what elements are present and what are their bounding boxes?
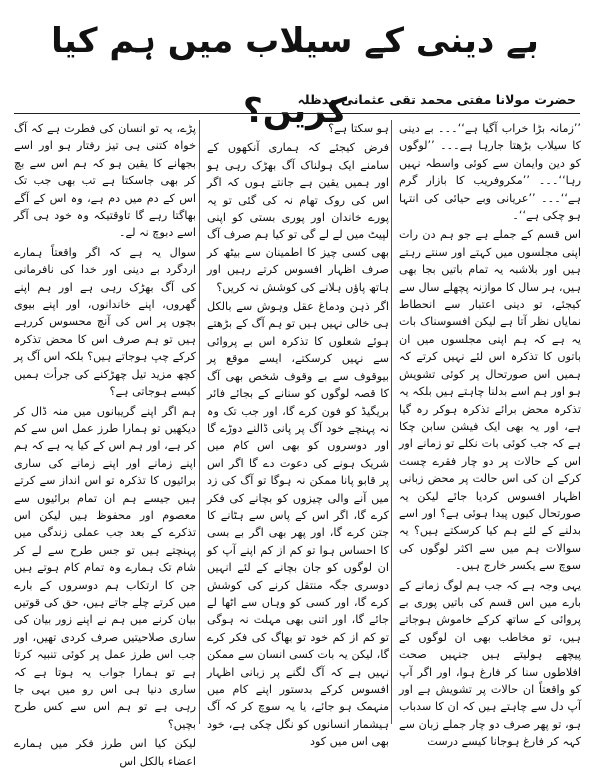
text-column-1	[399, 120, 581, 749]
paragraph: یہی وجہ ہے کہ جب ہم لوگ زمانے کے بارے میں اس قسم کی باتیں پوری بے پروائی کے ساتھ کرکے خاموش ہوجاتے ہیں، تو مخاطب بھی ان لوگوں کے پیچھے ہولیتے ہیں جنہیں صحت افلاطوں سنا کر فارغ ہوا، اور اگر آپ کو واقعتاً ان حالات پر تشویش ہے اور آپ دل سے چاہتے ہیں کہ ان کا سدباب ہو، تو پھر صرف دو چار جملے زبان سے کہہ کر فارغ ہوجانا کیسے درست	[399, 578, 581, 749]
paragraph: پڑے، یہ تو انسان کی فطرت ہے کہ آگ خواہ کتنی ہی تیز رفتار ہو اور اسے بجھانے کا یقین ہو کہ ہم اس سے بچ کر بھی جاسکتا ہے تب بھی جب تک اس کے دم میں دم ہے، وہ اس کے آگے بھاگتا رہے گا تاوقتیکہ وہ خود ہی آگر اسے دبوچ نہ لے۔	[14, 122, 196, 240]
text-column-3	[14, 120, 196, 768]
column-divider	[199, 120, 200, 724]
paragraph: ہو سکتا ہے؟	[328, 122, 389, 135]
paragraph: سوال یہ ہے کہ اگر واقعتاً ہمارے اردگرد بے دینی اور خدا کی نافرمانی کی آگ بھڑک رہی ہے اور ہم اپنے گھروں، اپنے خاندانوں، اور اپنے بیوی بچوں پر اس کی آنچ محسوس کررہے ہیں تو ہم صرف اس کا محض تذکرہ کرکے چپ ہوجاتے ہیں؟ بلکہ اس آگ پر کچھ مزید تیل چھڑکنے کی جرأت ہمیں کیسے ہوجاتی ہے؟	[14, 245, 196, 399]
author-byline: حضرت مولانا مفتی محمد تقی عثمانی مدظلہ	[297, 92, 576, 107]
column-divider	[391, 120, 392, 724]
article-title: بے دینی کے سیلاب میں ہم کیا کریں؟	[51, 21, 539, 131]
paragraph: اگر ذہن ودماغ عقل وہوش سے بالکل ہی خالی نہیں ہیں تو ہم آگ کے بڑھتے ہوئے شعلوں کا تذکرہ اس بے پروائی سے نہیں کرسکتے، ایسے موقع پر بیوقوف سے بے وقوف شخص بھی آگ کا قصہ لوگوں کو سنانے کے بجائے فائر بریگیڈ کو فون کرے گا، اور جب تک وہ نہ پہنچے خود آگ پر پانی ڈالنے دوڑے گا اور دوسروں کو بھی اس کام میں شریک ہونے کی دعوت دے گا اگر اس پر قابو پانا ممکن نہ ہوگا تو آگ کی زد میں آنے والی چیزوں کو بچانے کی فکر کرے گا، اگر اس کے پاس سے ہٹانے کا جتن کرے گا، اور پھر بھی اگر بے بسی کا احساس ہوا تو کم از کم اپنے آپ کو ان لوگوں کو جان بچانے کے لئے انہیں دوسری جگہ منتقل کرنے کی کوشش کرے گا، اور کسی کو وہاں سے اٹھا لے جائے گا، اور اتنی بھی مہلت نہ ہوگی تو کم از کم خود تو بھاگ کی فکر کرے گا، لیکن یہ بات کسی انسان سے ممکن نہیں ہے کہ آگ لگنے پر زبانی اظہار افسوس کرکے بدستور اپنے کام میں منہمک ہو جائے، یا یہ سوچ کر کہ آگ ہیشمار انسانوں کو نگل چکی ہے، خود بھی اس میں کود	[207, 300, 389, 749]
paragraph: ہم اگر اپنے گریبانوں میں منہ ڈال کر دیکھیں تو ہمارا طرز عمل اس سے کم کر ہے، اور ہم اس کے کیا یہ ہے کہ ہم اپنے زمانے اور اپنے زمانے کی ساری برائیوں کا تذکرہ تو اس انداز سے کرتے ہیں جیسے ہم ان تمام برائیوں سے معصوم اور محفوظ ہیں لیکن اس تذکرے کے بعد جب عملی زندگی میں پہنچتے ہیں تو جس طرح سے لے کر شام تک ہمارے وہ تمام کام ہوتے ہیں جن کا ارتکاب ہم دوسروں کے بارے میں کرتے چلے جاتے ہیں، حق کی قوتیں بیان کرنے میں ہم نے اپنے زور بیان کی ساری صلاحیتیں صرف کردی تھیں، اور جب اس طرز عمل پر کوئی تنبیہ کرتا ہے تو ہمارا جواب یہ ہوتا ہے کہ ساری دنیا ہی اس رو میں بہی جا رہی ہے تو ہم اس سے کس طرح بچیں؟	[14, 404, 196, 731]
header-rule	[14, 113, 580, 114]
text-column-2	[207, 120, 389, 749]
paragraph: لیکن کیا اس طرز فکر میں ہمارے اعضاء بالکل اس	[14, 737, 196, 768]
paragraph: فرض کیجئے کہ ہماری آنکھوں کے سامنے ایک ہولناک آگ بھڑک رہی ہو اور ہمیں یقین ہے جانتے ہوں کہ اگر اس کی روک تھام نہ کی گئی تو یہ پورے خاندان اور پوری بستی کو اپنی لپیٹ میں لے لے گی تو کیا ہم صرف آگ بھی کسی چیز کا اطمینان سے بیٹھ کر صرف اظہار افسوس کرتے رہیں اور ہاتھ پاؤں ہلانے کی کوشش نہ کریں؟	[207, 141, 389, 294]
paragraph: ’’زمانہ بڑا خراب آگیا ہے‘‘۔۔۔ بے دینی کا سیلاب بڑھتا جارہا ہے۔۔۔ ’’لوگوں کو دین وایمان سے کوئی واسطہ نہیں رہا‘‘۔۔۔ ’’مکروفریب کا بازار گرم ہے‘‘۔۔۔ ’’عریانی وبے حیائی کی انتہا ہو چکی ہے‘‘۔	[399, 122, 581, 223]
paragraph: اس قسم کے جملے ہے جو ہم دن رات اپنی مجلسوں میں کہتے اور سنتے رہتے ہیں اور بلاشبہ یہ تمام باتیں بجا بھی ہیں، ہر سال کا موازنہ پچھلے سال سے کیجئے، تو دینی اعتبار سے انحطاط نمایاں نظر آتا ہے لیکن افسوسناک بات یہ ہے کہ ہم اپنی مجلسوں میں ان باتوں کا تذکرہ اس لئے نہیں کرتے کہ ہمیں اس صورتحال پر کوئی تشویش ہو اور ہم اسے بدلنا چاہتے ہیں بلکہ یہ تذکرہ محض برائے تذکرہ ہوکر رہ گیا ہے، اور یہ بھی ایک فیشن سابن چکا ہے کہ جب کوئی بات نکلے تو زمانے اور اس کے حالات پر دو چار فقرے چست کرکے ان کی اس حالت پر محض زبانی اظہار افسوس کردیا جائے لیکن یہ صورتحال کیوں پیدا ہوئی ہے؟ اور اسے بدلنے کے لئے ہم کیا کرسکتے ہیں؟ یہ سوالات ہم میں سے اکثر لوگوں کی سوچ سے یکسر خارج ہیں۔	[399, 228, 581, 573]
